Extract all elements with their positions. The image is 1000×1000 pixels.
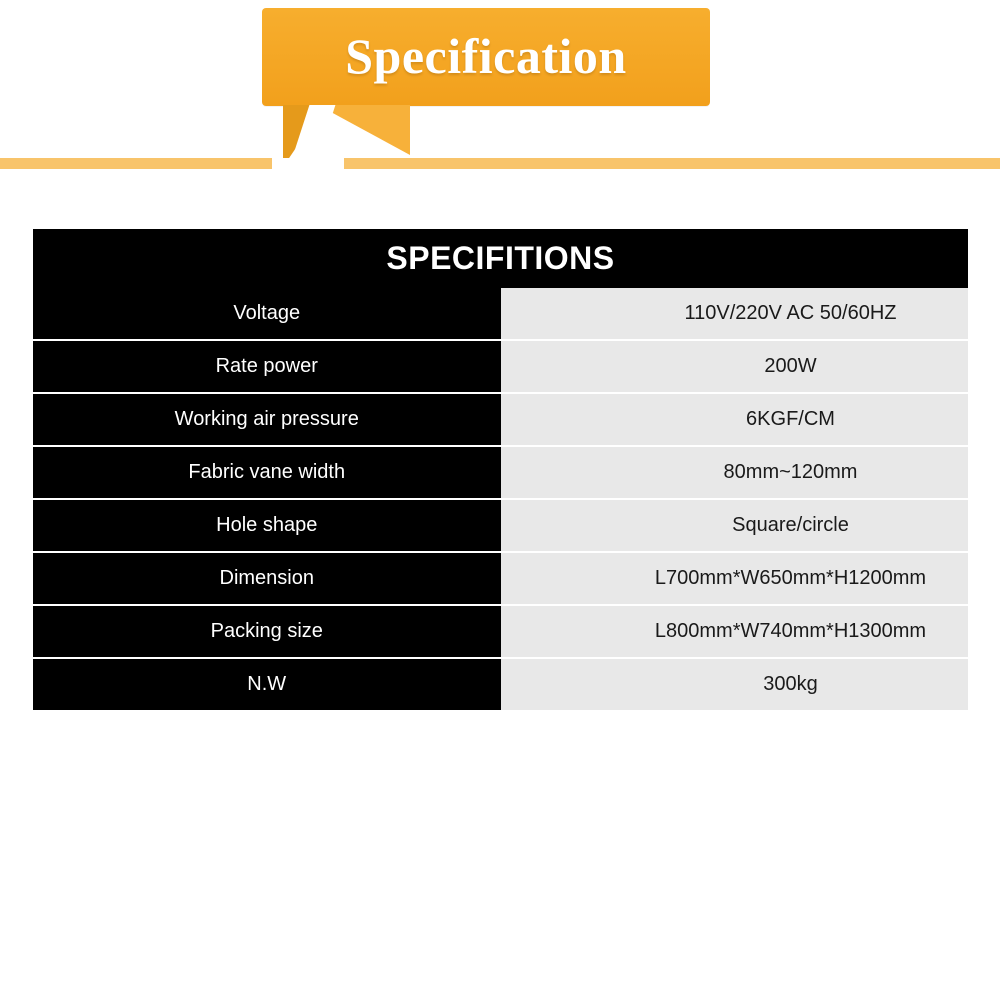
spec-value-text: L700mm*W650mm*H1200mm: [654, 567, 927, 589]
spec-value-text: 300kg: [763, 673, 818, 695]
spec-value: [501, 393, 969, 446]
spec-value-text: 80mm~120mm: [723, 461, 858, 483]
table-header-row: [33, 229, 968, 288]
banner-title: Specification: [345, 28, 627, 84]
table-row: [33, 393, 968, 446]
specifications-table-body: [33, 229, 968, 710]
spec-value: [501, 288, 969, 340]
spec-value-text: Square/circle: [732, 514, 849, 536]
table-row: [33, 605, 968, 658]
banner-bubble: [262, 8, 710, 106]
spec-label: Dimension: [33, 552, 501, 605]
spec-value-text: 6KGF/CM: [746, 408, 835, 430]
table-row: [33, 288, 968, 340]
spec-label: Voltage: [33, 288, 501, 340]
spec-value: [501, 340, 969, 393]
spec-label: Hole shape: [33, 499, 501, 552]
spec-value: [501, 605, 969, 658]
specifications-table: [33, 229, 968, 710]
banner-divider-gap: [272, 158, 344, 169]
spec-value-text: 200W: [764, 355, 817, 377]
spec-label: Packing size: [33, 605, 501, 658]
spec-value: [501, 552, 969, 605]
spec-value-text: L800mm*W740mm*H1300mm: [654, 620, 927, 642]
table-row: [33, 499, 968, 552]
spec-value: [501, 658, 969, 710]
specification-banner: [0, 0, 1000, 200]
table-row: [33, 658, 968, 710]
table-row: [33, 340, 968, 393]
banner-divider-rule: [0, 158, 1000, 169]
spec-value: [501, 499, 969, 552]
specifications-title: SPECIFITIONS: [33, 229, 968, 288]
spec-value: [501, 446, 969, 499]
spec-label: Rate power: [33, 340, 501, 393]
table-row: [33, 446, 968, 499]
spec-label: N.W: [33, 658, 501, 710]
spec-label: Fabric vane width: [33, 446, 501, 499]
spec-value-text: 110V/220V AC 50/60HZ: [684, 302, 897, 324]
table-row: [33, 552, 968, 605]
spec-label: Working air pressure: [33, 393, 501, 446]
